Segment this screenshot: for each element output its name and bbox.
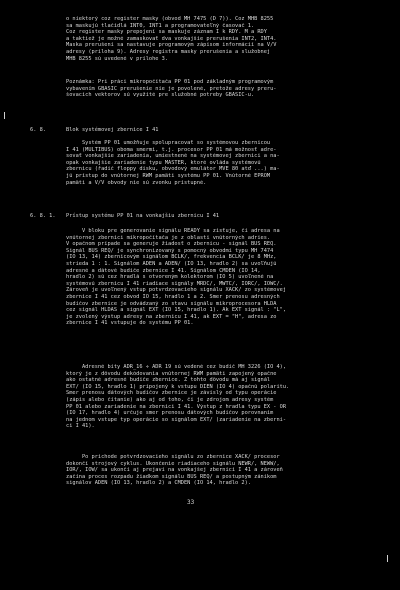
text-line: ako ostatné adresné budiče zbernice. Z tohto dôvodu má aj signál: [66, 377, 271, 384]
text-line: systémovú zbernicu I 41 riadiace signály MRDC/, MWTC/, IORC/, IOWC/.: [66, 280, 283, 287]
paragraph-top: [0, 16, 400, 69]
text-line: [0, 99, 400, 106]
text-line: vybavením GBASIC prerušenie nie je povolené, pretože adresy preru-: [66, 85, 277, 92]
text-line: [0, 62, 400, 69]
text-line: Smer prenosu dátových budičov zbernice je závislý od typu operácie: [66, 390, 277, 397]
text-line: [0, 334, 400, 341]
text-line: [0, 353, 400, 360]
text-line: cez signál HLDAS a signál EXT (IO 15, hradlo 1). Ak EXT signál : "L",: [66, 307, 287, 314]
text-line: (IO 17, hradlo 4) určuje smer prenosu dátových budičov porovnaním: [66, 410, 274, 417]
margin-mark: [387, 555, 388, 562]
text-line: signálov ADEN (IO 13, hradlo 2) a CMDEN (IO 14, hradlo 2).: [66, 480, 251, 487]
text-line: hradlo 2) sú cez hradlá s otvoreným kolektorom (IO 5) uvoľnené na: [66, 274, 274, 281]
text-line: Coz register masky prepojení sa maskuje záznam I k RDY. M a RDY: [66, 29, 267, 36]
text-line: ci I 41).: [66, 423, 95, 430]
text-line: budičov zbernice je odvádzaný zo stavu signálu mikroprocesora HLDA: [66, 300, 277, 307]
text-line: zbernice I 41 vstupuje do systému PP 01.: [66, 320, 194, 327]
text-line: o niektorý coz register masky (obvod MH 7475 (D 7)). Coz MHB 8255: [66, 16, 274, 22]
text-line: Po príchode potvrdzovacieho signálu zo zbernice XACK/ procesor: [66, 454, 280, 460]
text-line: [0, 430, 400, 437]
text-line: šovacích vektorov sú využité pre služobné potreby GBASIC-u.: [66, 92, 255, 99]
text-line: [0, 340, 400, 347]
text-line: zbernicu (řadič floppy disku, obvodový emulátor MVE 80 atď ...) ma-: [66, 166, 280, 173]
text-line: je zvolený výstup adresy na zbernicu I 41, ak EXT = "H", adresa zo: [66, 313, 277, 320]
section-heading: Prístup systému PP 01 na vonkajšiu zbernicu I 41: [66, 213, 220, 219]
text-line: Zároveň je uvoľnený vstup potvrdzovacieho signálu XACK/ zo systémovej: [66, 287, 287, 294]
text-line: MHB 8255 sú uvedené v prílohe 3.: [66, 55, 169, 62]
text-line: Maska prerušení sa nastavuje programovým zápisom informácií na V/V: [66, 42, 277, 49]
text-line: I 41 (MULTIBUS) oboma smermi, t.j. procesor PP 01 má možnosť adre-: [66, 146, 277, 153]
text-line: V bloku pre generovanie signálu READY sa zisťuje, či adresa na: [66, 228, 280, 234]
text-line: jú prístup do vnútornej RWM pamäti systému PP 01. Vnútorné EPROM: [66, 172, 271, 179]
text-line: V opačnom prípade sa generuje žiadosť o zbernicu - signál BUS REQ.: [66, 241, 277, 248]
text-line: Adresné bity ADR_16 ÷ ADR 19 sú vedené cez budič MH 3226 (IO 4),: [66, 364, 287, 370]
text-line: ktorý je z dôvodu dekódovania vnútornej RWM pamäti zapojený opačne: [66, 370, 277, 377]
text-line: (IO 13, 14) zbernicovým signálom BCLK/, frekvencia BCLK/ je 8 MHz,: [66, 254, 277, 261]
paragraph-s681-3: [0, 454, 400, 494]
text-line: začína proces rozpadu žiadkom signálu BUS REQ/ a postupným zánikom: [66, 473, 277, 480]
text-line: adresné a dátové budiče zbernice I 41. Signálom CMDEN (IO 14,: [66, 267, 261, 274]
text-line: (zápis alebo čítanie) ako aj od toho, či je zdrojom adresy systém: [66, 396, 274, 403]
page-number: 33: [187, 499, 195, 506]
text-line: sa maskujú tlačidlá INT0, INT1 a programovateľný časovač 1.: [66, 22, 255, 29]
text-line: [0, 347, 400, 354]
text-line: sovať vonkajšie zariadenia, umiestnené na systémovej zbernici a na-: [66, 153, 280, 160]
text-line: [0, 437, 400, 444]
margin-mark: [4, 112, 5, 119]
text-line: adresy (príloha 9). Adresy registra masky prerušenia a služobnej: [66, 48, 271, 55]
paragraph-note: [0, 79, 400, 105]
section-number: 6. 8. 1.: [30, 213, 56, 219]
text-line: [0, 186, 400, 193]
text-line: dokončí strojový cyklus. Ukončenie riadiaceho signálu NEWR/, NEWW/,: [66, 460, 280, 467]
text-line: EXT/ (IO 15, hradlo 1) pripojený k vstupu DIEN (IO 4) opačnú polaritu.: [66, 383, 290, 390]
text-line: zbernice I 41 cez obvod IO 15, hradlo 1 a 2. Smer prenosu adresných: [66, 293, 280, 300]
text-line: Poznámka: Pri práci mikropočítača PP 01 pod základným programovým: [66, 79, 274, 85]
text-line: [0, 193, 400, 200]
text-line: [0, 443, 400, 450]
text-line: [0, 327, 400, 334]
text-line: a taktiež je možné zamaskovať dva vonkajšie prerušenia INT2, INT4.: [66, 35, 277, 42]
text-line: vnútornej zbernici mikropočítača je z oblasti vnútorných adries.: [66, 234, 271, 241]
text-line: [0, 487, 400, 494]
text-line: Signál BUS REQ/ je synchronizovaný s pomocný obvodmi typu MH 7474: [66, 247, 274, 254]
text-line: IOR/, IOW/ sa ukončí aj prejavi na vonkajšej zbernici I 41 a zároveň: [66, 467, 283, 474]
paragraph-s68: [0, 140, 400, 199]
text-line: na jednom vstupe typ operácie so signálom EXT/ (zariadenie na zberni-: [66, 416, 287, 423]
text-line: strieda 1 : 1. Signálom ADEN a ADEN/ (IO 13, hradlo 2) sa uvoľňujú: [66, 260, 277, 267]
text-line: opak vonkajšie zariadenie typu MASTER, ktoré ovláda systémovú: [66, 159, 261, 166]
paragraph-s681-2: [0, 364, 400, 450]
text-line: Systém PP 01 umožňuje spolupracovať so systémovou zbernicou: [66, 140, 271, 146]
section-number: 6. 8.: [30, 127, 46, 133]
text-line: PP 01 alebo zariadenie na zbernici I 41. Výstup z hradla typu EX - OR: [66, 403, 287, 410]
section-heading: Blok systémovej zbernice I 41: [66, 127, 159, 133]
paragraph-s681-1: [0, 228, 400, 360]
text-line: pamäti a V/V obvody nie sú zvonku prístupné.: [66, 179, 207, 186]
